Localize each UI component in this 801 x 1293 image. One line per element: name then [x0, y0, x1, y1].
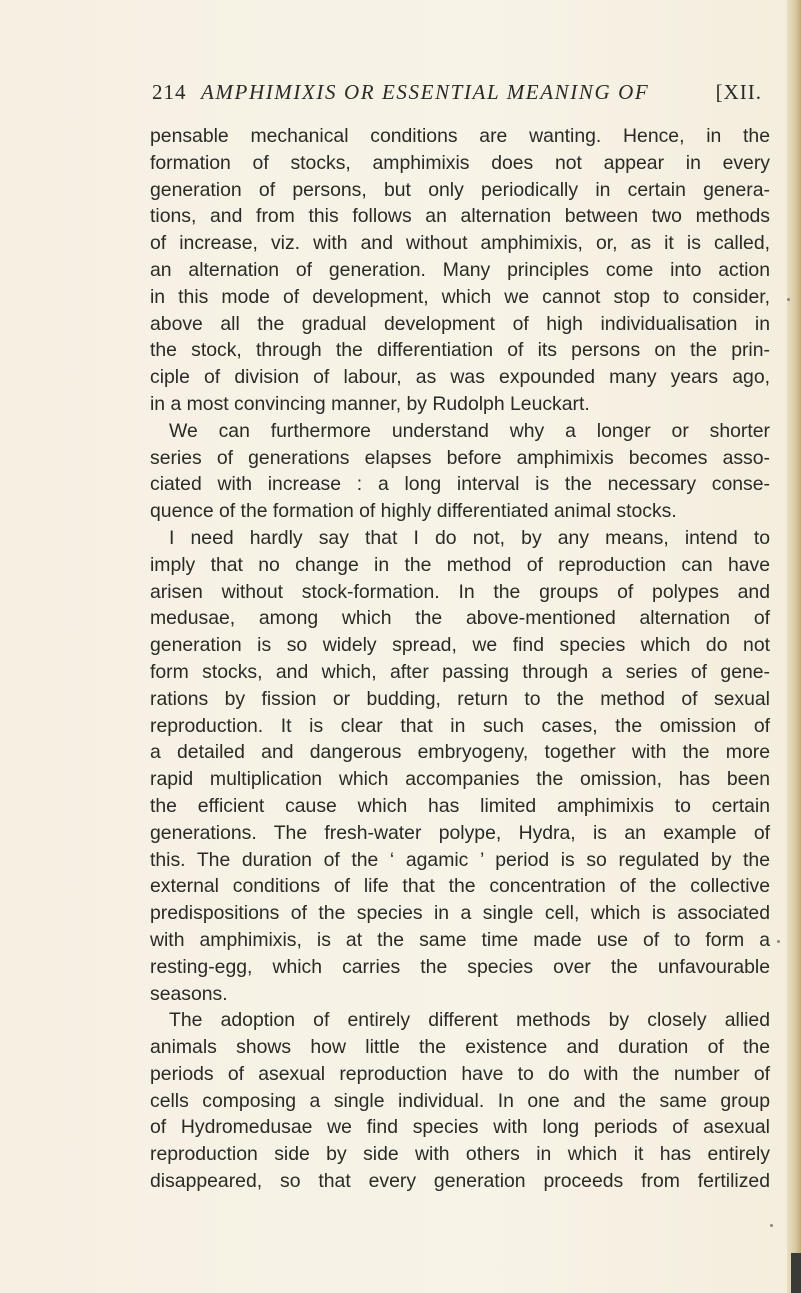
- text-line: this. The duration of the ‘ agamic ’ period is so regulated by the: [150, 848, 770, 871]
- running-header: [152, 80, 762, 110]
- text-line: pensable mechanical conditions are wanting. Hence, in the: [150, 125, 770, 147]
- text-line: reproduction. It is clear that in such cases, the omission of: [150, 714, 770, 737]
- text-line: the stock, through the differentiation of its persons on the prin-: [150, 339, 770, 362]
- body-text: [150, 123, 770, 1195]
- text-line: above all the gradual development of high individualisation in: [150, 312, 770, 335]
- text-line: ciple of division of labour, as was expounded many years ago,: [150, 366, 770, 389]
- paragraph-start-line: We can furthermore understand why a longer or shorter: [169, 419, 770, 442]
- text-line: of increase, viz. with and without amphimixis, or, as it is called,: [150, 232, 770, 255]
- paper-speck: [770, 1224, 773, 1227]
- text-line: formation of stocks, amphimixis does not appear in every: [150, 151, 770, 174]
- page-edge: [787, 0, 801, 1293]
- text-line: generation of persons, but only periodically in certain genera-: [150, 178, 770, 201]
- text-line: rapid multiplication which accompanies the omission, has been: [150, 768, 770, 791]
- text-line: imply that no change in the method of reproduction can have: [150, 553, 770, 576]
- text-line: an alternation of generation. Many principles come into action: [150, 258, 770, 281]
- text-line: arisen without stock-formation. In the groups of polypes and: [150, 580, 770, 603]
- page-number: 214: [152, 80, 187, 104]
- paragraph-end-line: seasons.: [150, 982, 228, 1005]
- paragraph-start-line: I need hardly say that I do not, by any means, intend to: [169, 526, 770, 549]
- paragraph-start-line: The adoption of entirely different methods by closely allied: [169, 1009, 770, 1032]
- text-line: external conditions of life that the concentration of the collective: [150, 875, 770, 898]
- paper-speck: [787, 298, 790, 301]
- text-line: form stocks, and which, after passing through a series of gene-: [150, 660, 770, 683]
- text-line: disappeared, so that every generation proceeds from fertilized: [150, 1170, 770, 1193]
- text-line: generations. The fresh-water polype, Hydra, is an example of: [150, 821, 770, 844]
- page-edge-shadow: [791, 1253, 801, 1293]
- text-line: ciated with increase : a long interval is the necessary conse-: [150, 473, 770, 496]
- text-line: in this mode of development, which we cannot stop to consider,: [150, 285, 770, 308]
- text-line: cells composing a single individual. In one and the same group: [150, 1089, 770, 1112]
- text-line: generation is so widely spread, we find species which do not: [150, 634, 770, 657]
- text-line: the efficient cause which has limited amphimixis to certain: [150, 794, 770, 817]
- text-line: a detailed and dangerous embryogeny, together with the more: [150, 741, 770, 764]
- text-line: rations by fission or budding, return to the method of sexual: [150, 687, 770, 710]
- text-line: reproduction side by side with others in which it has entirely: [150, 1143, 770, 1166]
- text-line: resting-egg, which carries the species over the unfavourable: [150, 955, 770, 978]
- paper-speck: [777, 940, 780, 943]
- running-title: AMPHIMIXIS OR ESSENTIAL MEANING OF: [201, 80, 650, 104]
- text-line: series of generations elapses before amphimixis becomes asso-: [150, 446, 770, 469]
- text-line: periods of asexual reproduction have to do with the number of: [150, 1062, 770, 1085]
- text-line: animals shows how little the existence and duration of the: [150, 1036, 770, 1059]
- text-line: medusae, among which the above-mentioned alternation of: [150, 607, 770, 630]
- paragraph-end-line: in a most convincing manner, by Rudolph Leuckart.: [150, 392, 590, 415]
- text-line: tions, and from this follows an alternation between two methods: [150, 205, 770, 228]
- paragraph-end-line: quence of the formation of highly differentiated animal stocks.: [150, 500, 677, 523]
- text-line: of Hydromedusae we find species with long periods of asexual: [150, 1116, 770, 1139]
- text-line: predispositions of the species in a single cell, which is associated: [150, 902, 770, 925]
- chapter-mark: [XII.: [715, 80, 762, 104]
- text-line: with amphimixis, is at the same time made use of to form a: [150, 928, 770, 951]
